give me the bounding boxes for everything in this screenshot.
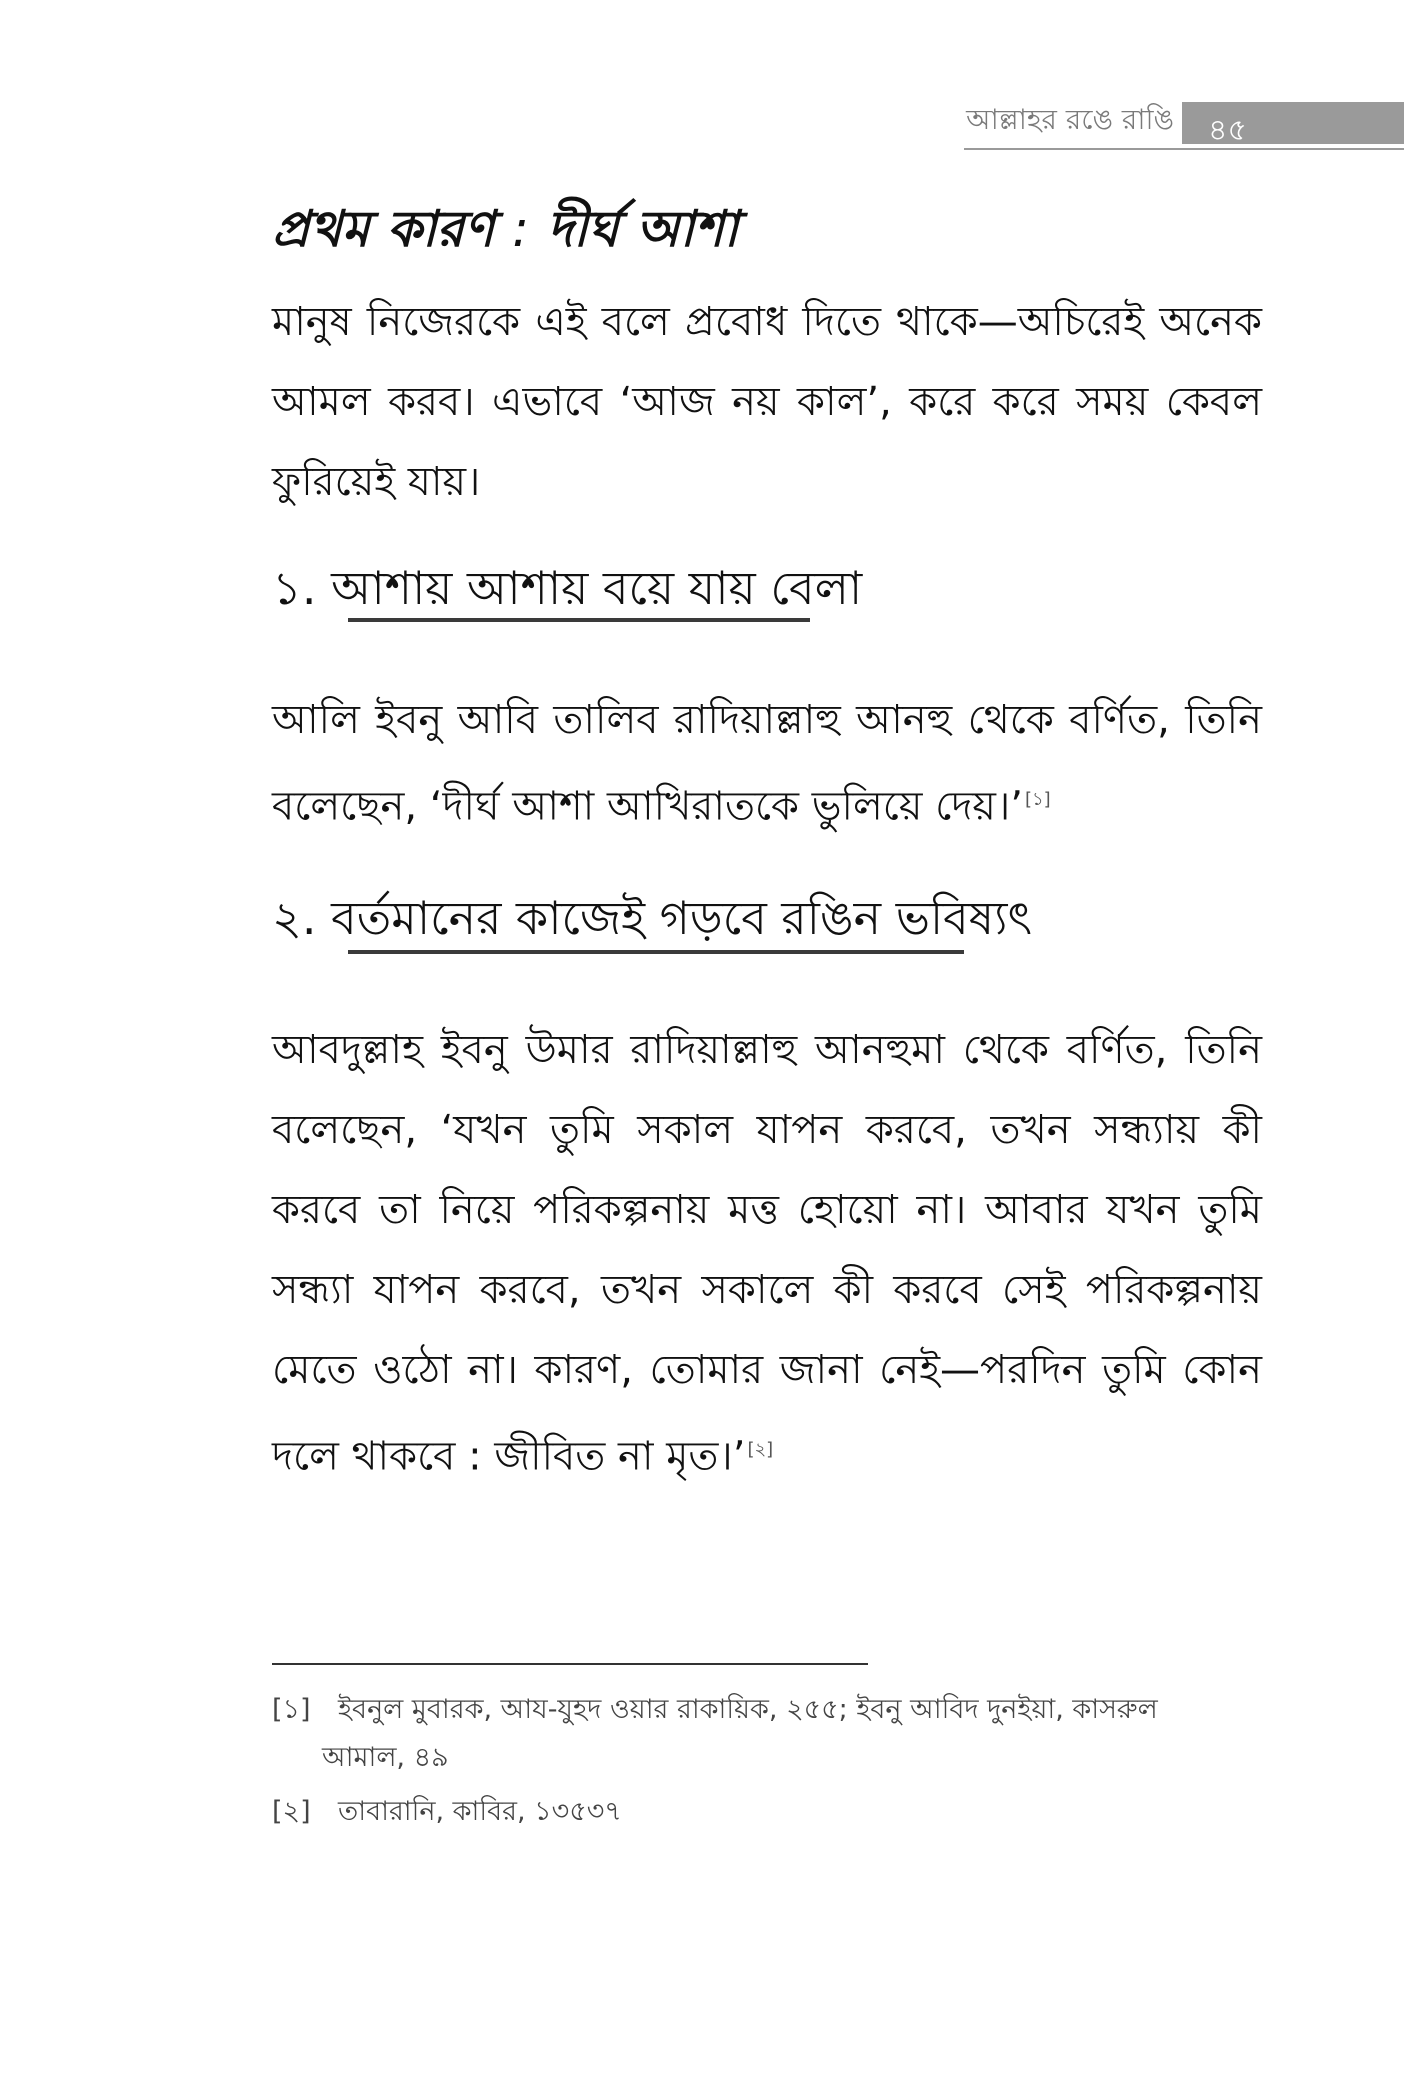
running-title: আল্লাহর রঙে রাঙি [966, 103, 1174, 136]
chapter-title [272, 192, 738, 275]
footnote-2-marker: [২] [272, 1796, 311, 1827]
intro-paragraph: মানুষ নিজেরকে এই বলে প্রবোধ দিতে থাকে—অচিরেই অনেক আমল করব। এভাবে ‘আজ নয় কাল’, করে করে সময় কেবল ফুরিয়েই যায়। [272, 299, 1262, 505]
chapter-title-left: প্রথম কারণ [272, 200, 495, 258]
chapter-title-right: দীর্ঘ আশা [546, 200, 739, 258]
footnote-ref-1[interactable]: [১] [1024, 789, 1051, 810]
header-rule [964, 148, 1404, 150]
footnote-2-line1: তাবারানি, কাবির, ১৩৫৩৭ [338, 1796, 622, 1827]
section-2-paragraph [272, 1010, 1262, 1496]
section-heading-2: ২. বর্তমানের কাজেই গড়বে রঙিন ভবিষ্যৎ [272, 891, 1033, 945]
section-heading-2-underline [348, 950, 964, 954]
section-heading-1-underline [348, 618, 810, 622]
section-2-text: আবদুল্লাহ ইবনু উমার রাদিয়াল্লাহু আনহুমা থেকে বর্ণিত, তিনি বলেছেন, ‘যখন তুমি সকাল যাপন করবে, তখন সন্ধ্যায় কী করবে তা নিয়ে পরিকল্পনায় মত্ত হোয়ো না। আবার যখন তুমি সন্ধ্যা যাপন করবে, তখন সকালে কী করবে সেই পরিকল্পনায় মেতে ওঠো না। কারণ, তোমার জানা নেই—পরদিন তুমি কোন দলে থাকবে : জীবিত না মৃত।’ [272, 1027, 1262, 1480]
page-header [964, 96, 1404, 152]
footnote-1-line2: আমাল, ৪৯ [322, 1742, 449, 1773]
footnote-rule [272, 1663, 868, 1665]
footnote-1-marker: [১] [272, 1694, 311, 1725]
page-number: ৪৫ [1208, 113, 1247, 148]
footnote-2 [272, 1788, 1267, 1836]
section-1-paragraph [272, 680, 1262, 846]
section-1-text: আলি ইবনু আবি তালিব রাদিয়াল্লাহু আনহু থেকে বর্ণিত, তিনি বলেছেন, ‘দীর্ঘ আশা আখিরাতকে ভুলিয়ে দেয়।’ [272, 697, 1262, 830]
footnote-ref-2[interactable]: [২] [747, 1439, 774, 1460]
footnote-1-line1: ইবনুল মুবারক, আয-যুহদ ওয়ার রাকায়িক, ২৫৫; ইবনু আবিদ দুনইয়া, কাসরুল [338, 1694, 1158, 1725]
chapter-title-separator: : [512, 200, 529, 258]
section-heading-1: ১. আশায় আশায় বয়ে যায় বেলা [272, 561, 863, 615]
footnote-1 [272, 1686, 1267, 1782]
page-number-box [1182, 102, 1404, 148]
